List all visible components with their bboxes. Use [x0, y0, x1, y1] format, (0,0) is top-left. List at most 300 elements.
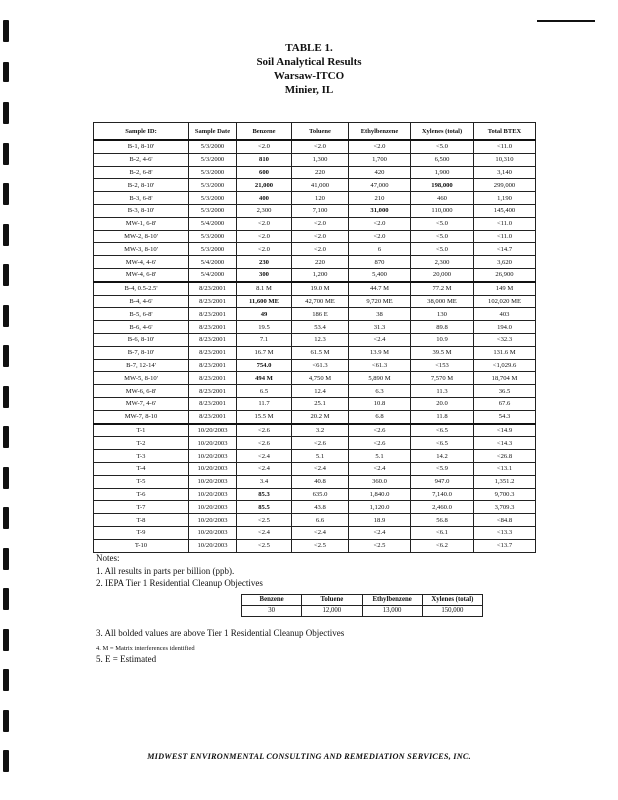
table-cell: <2.4 — [237, 526, 292, 539]
binder-mark — [3, 467, 9, 489]
table-cell: 38,000 ME — [411, 295, 474, 308]
table-cell: <2.0 — [292, 243, 349, 256]
table-cell: 31.3 — [349, 321, 411, 334]
table-cell: 220 — [292, 166, 349, 179]
table-cell: 6.8 — [349, 410, 411, 423]
cleanup-objectives-table — [241, 594, 483, 617]
table-cell: <6.1 — [411, 526, 474, 539]
objectives-value-row — [242, 606, 483, 617]
table-cell: <2.6 — [349, 424, 411, 437]
objective-value: 150,000 — [422, 606, 482, 617]
table-cell: 1,700 — [349, 153, 411, 166]
table-cell: 460 — [411, 192, 474, 205]
table-row — [94, 514, 536, 527]
table-cell: <14.3 — [474, 437, 536, 450]
table-row — [94, 526, 536, 539]
table-cell: 5/4/2000 — [189, 217, 237, 230]
table-cell: 5/4/2000 — [189, 256, 237, 269]
table-row — [94, 475, 536, 488]
table-cell: 1,300 — [292, 153, 349, 166]
note-3: 3. All bolded values are above Tier 1 Residential Cleanup Objectives — [96, 628, 345, 638]
table-cell: 10/20/2003 — [189, 424, 237, 437]
table-cell: 18,704 M — [474, 372, 536, 385]
table-cell: 5/3/2000 — [189, 243, 237, 256]
sample-id-cell: T-1 — [94, 424, 189, 437]
table-cell: 8/23/2001 — [189, 372, 237, 385]
table-cell: 8.1 M — [237, 282, 292, 295]
table-cell: <61.3 — [292, 359, 349, 372]
binder-mark — [3, 710, 9, 732]
table-subtitle: Soil Analytical Results — [256, 56, 362, 68]
table-row — [94, 462, 536, 475]
table-row — [94, 346, 536, 359]
table-cell: 20.2 M — [292, 410, 349, 423]
table-row — [94, 424, 536, 437]
table-cell: 754.0 — [237, 359, 292, 372]
table-cell: 1,351.2 — [474, 475, 536, 488]
objective-value: 12,000 — [302, 606, 362, 617]
table-cell: 600 — [237, 166, 292, 179]
table-cell: <2.4 — [292, 462, 349, 475]
table-header-row — [94, 123, 536, 141]
table-row — [94, 140, 536, 153]
table-row — [94, 256, 536, 269]
table-cell: <2.5 — [237, 539, 292, 552]
table-cell: 10/20/2003 — [189, 501, 237, 514]
table-cell: 1,190 — [474, 192, 536, 205]
table-cell: 39.5 M — [411, 346, 474, 359]
table-row — [94, 410, 536, 423]
binder-mark — [3, 426, 9, 448]
sample-id-cell: T-8 — [94, 514, 189, 527]
binder-mark — [3, 588, 9, 610]
table-cell: 635.0 — [292, 488, 349, 501]
binder-mark — [3, 264, 9, 286]
objective-header: Benzene — [242, 595, 302, 606]
table-row — [94, 397, 536, 410]
table-cell: <5.0 — [411, 230, 474, 243]
table-cell: <2.6 — [237, 437, 292, 450]
binder-mark — [3, 507, 9, 529]
table-row — [94, 385, 536, 398]
table-cell: 56.8 — [411, 514, 474, 527]
table-cell: <2.6 — [292, 437, 349, 450]
binder-mark — [3, 629, 9, 651]
table-cell: <11.0 — [474, 217, 536, 230]
sample-id-cell: B-2, 4-6' — [94, 153, 189, 166]
table-cell: 947.0 — [411, 475, 474, 488]
table-cell: 299,000 — [474, 179, 536, 192]
column-header: Total BTEX — [474, 123, 536, 141]
binder-mark — [3, 669, 9, 691]
table-cell: <13.7 — [474, 539, 536, 552]
sample-id-cell: B-2, 6-8' — [94, 166, 189, 179]
company-footer: MIDWEST ENVIRONMENTAL CONSULTING AND REMEDIATION SERVICES, INC. — [147, 752, 471, 761]
table-cell: 110,000 — [411, 204, 474, 217]
sample-id-cell: B-3, 8-10' — [94, 204, 189, 217]
table-cell: <2.0 — [237, 217, 292, 230]
table-cell: 8/23/2001 — [189, 385, 237, 398]
table-cell: 494 M — [237, 372, 292, 385]
table-cell: 47,000 — [349, 179, 411, 192]
table-cell: 11.7 — [237, 397, 292, 410]
table-row — [94, 268, 536, 281]
binder-mark — [3, 548, 9, 570]
sample-id-cell: MW-2, 8-10' — [94, 230, 189, 243]
soil-results-table — [93, 122, 536, 553]
table-cell: 230 — [237, 256, 292, 269]
table-cell: <153 — [411, 359, 474, 372]
table-cell: <32.3 — [474, 333, 536, 346]
table-cell: <2.0 — [349, 140, 411, 153]
sample-id-cell: B-1, 8-10' — [94, 140, 189, 153]
sample-id-cell: T-6 — [94, 488, 189, 501]
table-cell: 6.6 — [292, 514, 349, 527]
table-cell: 10/20/2003 — [189, 514, 237, 527]
sample-id-cell: MW-7, 4-6' — [94, 397, 189, 410]
table-row — [94, 179, 536, 192]
table-cell: <5.0 — [411, 140, 474, 153]
binder-mark — [3, 345, 9, 367]
table-cell: 10/20/2003 — [189, 437, 237, 450]
table-cell: 10/20/2003 — [189, 539, 237, 552]
table-cell: 149 M — [474, 282, 536, 295]
table-cell: 5,400 — [349, 268, 411, 281]
table-cell: 11.3 — [411, 385, 474, 398]
table-cell: 19.0 M — [292, 282, 349, 295]
table-cell: <2.5 — [292, 539, 349, 552]
table-cell: 5/3/2000 — [189, 230, 237, 243]
sample-id-cell: B-6, 8-10' — [94, 333, 189, 346]
table-cell: <13.1 — [474, 462, 536, 475]
table-cell: <2.5 — [237, 514, 292, 527]
table-cell: 300 — [237, 268, 292, 281]
column-header: Sample Date — [189, 123, 237, 141]
table-cell: 8/23/2001 — [189, 397, 237, 410]
table-cell: 12.4 — [292, 385, 349, 398]
table-cell: 43.8 — [292, 501, 349, 514]
sample-id-cell: T-5 — [94, 475, 189, 488]
table-row — [94, 295, 536, 308]
table-cell: 38 — [349, 308, 411, 321]
table-row — [94, 217, 536, 230]
table-cell: <14.7 — [474, 243, 536, 256]
table-cell: <2.0 — [349, 230, 411, 243]
table-cell: 7,100 — [292, 204, 349, 217]
table-cell: 5/3/2000 — [189, 140, 237, 153]
table-cell: 53.4 — [292, 321, 349, 334]
sample-id-cell: B-7, 8-10' — [94, 346, 189, 359]
table-cell: <5.0 — [411, 217, 474, 230]
table-cell: 10/20/2003 — [189, 488, 237, 501]
sample-id-cell: MW-6, 6-8' — [94, 385, 189, 398]
note-1: 1. All results in parts per billion (ppb). — [96, 566, 235, 576]
table-cell: 42,700 ME — [292, 295, 349, 308]
table-row — [94, 501, 536, 514]
table-cell: 870 — [349, 256, 411, 269]
sample-id-cell: MW-1, 6-8' — [94, 217, 189, 230]
table-cell: 7,570 M — [411, 372, 474, 385]
table-row — [94, 166, 536, 179]
table-cell: 102,020 ME — [474, 295, 536, 308]
sample-id-cell: T-10 — [94, 539, 189, 552]
table-row — [94, 153, 536, 166]
column-header: Ethylbenzene — [349, 123, 411, 141]
table-cell: <2.6 — [237, 424, 292, 437]
table-row — [94, 488, 536, 501]
table-cell: 6.5 — [237, 385, 292, 398]
table-cell: 220 — [292, 256, 349, 269]
site-name: Warsaw-ITCO — [273, 70, 345, 82]
site-location: Minier, IL — [284, 84, 334, 96]
table-cell: <2.0 — [292, 230, 349, 243]
table-cell: 5/3/2000 — [189, 166, 237, 179]
table-cell: 20,000 — [411, 268, 474, 281]
table-cell: 403 — [474, 308, 536, 321]
table-cell: 5/3/2000 — [189, 192, 237, 205]
table-cell: 10.9 — [411, 333, 474, 346]
table-cell: 49 — [237, 308, 292, 321]
table-cell: <61.3 — [349, 359, 411, 372]
table-cell: 41,000 — [292, 179, 349, 192]
table-cell: 85.3 — [237, 488, 292, 501]
table-cell: 8/23/2001 — [189, 333, 237, 346]
table-row — [94, 282, 536, 295]
objective-header: Ethylbenzene — [362, 595, 422, 606]
sample-id-cell: MW-7, 8-10 — [94, 410, 189, 423]
notes-heading: Notes: — [96, 553, 120, 563]
objective-value: 13,000 — [362, 606, 422, 617]
table-cell: 61.5 M — [292, 346, 349, 359]
scan-line — [537, 20, 595, 22]
table-cell: 10/20/2003 — [189, 526, 237, 539]
objectives-header-row — [242, 595, 483, 606]
table-cell: <6.5 — [411, 424, 474, 437]
table-cell: 7.1 — [237, 333, 292, 346]
table-cell: 31,000 — [349, 204, 411, 217]
table-cell: 8/23/2001 — [189, 295, 237, 308]
table-cell: 9,700.3 — [474, 488, 536, 501]
sample-id-cell: B-6, 4-6' — [94, 321, 189, 334]
table-cell: 5.1 — [292, 450, 349, 463]
table-cell: <2.4 — [349, 333, 411, 346]
table-cell: <2.6 — [349, 437, 411, 450]
binder-mark — [3, 102, 9, 124]
table-cell: 89.8 — [411, 321, 474, 334]
sample-id-cell: B-2, 8-10' — [94, 179, 189, 192]
column-header: Benzene — [237, 123, 292, 141]
table-row — [94, 243, 536, 256]
table-cell: <2.5 — [349, 539, 411, 552]
sample-id-cell: MW-4, 6-8' — [94, 268, 189, 281]
sample-id-cell: B-4, 4-6' — [94, 295, 189, 308]
table-cell: <5.9 — [411, 462, 474, 475]
sample-id-cell: MW-4, 4-6' — [94, 256, 189, 269]
note-5: 5. E = Estimated — [96, 654, 157, 664]
table-cell: 10/20/2003 — [189, 462, 237, 475]
table-cell: 400 — [237, 192, 292, 205]
table-cell: 54.3 — [474, 410, 536, 423]
table-cell: <6.2 — [411, 539, 474, 552]
table-cell: 198,000 — [411, 179, 474, 192]
table-cell: <11.0 — [474, 140, 536, 153]
table-cell: 77.2 M — [411, 282, 474, 295]
table-cell: 6 — [349, 243, 411, 256]
table-cell: 36.5 — [474, 385, 536, 398]
table-cell: 130 — [411, 308, 474, 321]
table-cell: 18.9 — [349, 514, 411, 527]
objective-value: 30 — [242, 606, 302, 617]
table-row — [94, 333, 536, 346]
table-cell: 20.0 — [411, 397, 474, 410]
table-cell: 1,200 — [292, 268, 349, 281]
table-cell: 19.5 — [237, 321, 292, 334]
table-cell: 131.6 M — [474, 346, 536, 359]
binder-mark — [3, 20, 9, 42]
table-cell: <26.8 — [474, 450, 536, 463]
table-row — [94, 321, 536, 334]
table-cell: 26,900 — [474, 268, 536, 281]
binder-mark — [3, 224, 9, 246]
table-cell: 2,300 — [411, 256, 474, 269]
table-cell: 40.8 — [292, 475, 349, 488]
column-header: Toluene — [292, 123, 349, 141]
table-cell: 8/23/2001 — [189, 359, 237, 372]
note-4: 4. M = Matrix interferences identified — [96, 645, 195, 652]
column-header: Xylenes (total) — [411, 123, 474, 141]
table-cell: <2.0 — [292, 140, 349, 153]
table-cell: 8/23/2001 — [189, 321, 237, 334]
table-cell: 1,900 — [411, 166, 474, 179]
sample-id-cell: T-4 — [94, 462, 189, 475]
table-cell: 3,140 — [474, 166, 536, 179]
table-cell: 1,120.0 — [349, 501, 411, 514]
table-cell: <2.4 — [237, 450, 292, 463]
table-cell: <13.3 — [474, 526, 536, 539]
table-row — [94, 437, 536, 450]
table-cell: 120 — [292, 192, 349, 205]
table-cell: <2.4 — [349, 526, 411, 539]
table-cell: 11,600 ME — [237, 295, 292, 308]
table-row — [94, 204, 536, 217]
table-cell: 2,300 — [237, 204, 292, 217]
table-cell: 3,709.3 — [474, 501, 536, 514]
table-cell: 44.7 M — [349, 282, 411, 295]
table-cell: 15.5 M — [237, 410, 292, 423]
table-row — [94, 192, 536, 205]
binder-mark — [3, 183, 9, 205]
table-cell: 5/3/2000 — [189, 153, 237, 166]
table-cell: 85.5 — [237, 501, 292, 514]
table-cell: 194.0 — [474, 321, 536, 334]
table-cell: 11.8 — [411, 410, 474, 423]
table-cell: 810 — [237, 153, 292, 166]
table-cell: <2.0 — [237, 230, 292, 243]
sample-id-cell: B-3, 6-8' — [94, 192, 189, 205]
table-cell: 8/23/2001 — [189, 308, 237, 321]
table-cell: 5/4/2000 — [189, 268, 237, 281]
table-row — [94, 230, 536, 243]
note-2: 2. IEPA Tier 1 Residential Cleanup Objectives — [96, 578, 263, 588]
table-cell: 4,750 M — [292, 372, 349, 385]
table-row — [94, 372, 536, 385]
table-cell: 10.8 — [349, 397, 411, 410]
sample-id-cell: MW-3, 8-10' — [94, 243, 189, 256]
table-cell: 5/3/2000 — [189, 179, 237, 192]
table-cell: 210 — [349, 192, 411, 205]
table-row — [94, 308, 536, 321]
table-cell: 5.1 — [349, 450, 411, 463]
table-cell: 5/3/2000 — [189, 204, 237, 217]
table-cell: 21,000 — [237, 179, 292, 192]
sample-id-cell: B-5, 6-8' — [94, 308, 189, 321]
table-cell: 14.2 — [411, 450, 474, 463]
table-cell: <2.0 — [292, 217, 349, 230]
table-number: TABLE 1. — [285, 42, 333, 54]
table-cell: <2.4 — [237, 462, 292, 475]
column-header: Sample ID: — [94, 123, 189, 141]
table-cell: 145,400 — [474, 204, 536, 217]
table-cell: 2,460.0 — [411, 501, 474, 514]
table-cell: <2.0 — [237, 140, 292, 153]
table-cell: 3,620 — [474, 256, 536, 269]
table-cell: 10,310 — [474, 153, 536, 166]
sample-id-cell: MW-5, 8-10' — [94, 372, 189, 385]
binder-mark — [3, 305, 9, 327]
table-cell: 186 E — [292, 308, 349, 321]
table-row — [94, 539, 536, 552]
sample-id-cell: B-7, 12-14' — [94, 359, 189, 372]
table-cell: 8/23/2001 — [189, 282, 237, 295]
table-cell: 10/20/2003 — [189, 450, 237, 463]
table-cell: <84.8 — [474, 514, 536, 527]
table-cell: 6,500 — [411, 153, 474, 166]
table-cell: <2.4 — [292, 526, 349, 539]
table-cell: 420 — [349, 166, 411, 179]
table-cell: 3.4 — [237, 475, 292, 488]
table-cell: 10/20/2003 — [189, 475, 237, 488]
table-cell: <6.5 — [411, 437, 474, 450]
binder-mark — [3, 143, 9, 165]
objective-header: Xylenes (total) — [422, 595, 482, 606]
table-cell: 12.3 — [292, 333, 349, 346]
sample-id-cell: T-2 — [94, 437, 189, 450]
table-cell: 25.1 — [292, 397, 349, 410]
table-cell: <2.0 — [349, 217, 411, 230]
table-cell: 7,140.0 — [411, 488, 474, 501]
table-cell: 3.2 — [292, 424, 349, 437]
sample-id-cell: T-3 — [94, 450, 189, 463]
table-cell: 6.3 — [349, 385, 411, 398]
table-cell: <11.0 — [474, 230, 536, 243]
table-cell: 16.7 M — [237, 346, 292, 359]
sample-id-cell: T-9 — [94, 526, 189, 539]
table-cell: <1,029.6 — [474, 359, 536, 372]
table-cell: <2.0 — [237, 243, 292, 256]
sample-id-cell: T-7 — [94, 501, 189, 514]
table-cell: <2.4 — [349, 462, 411, 475]
table-cell: 360.0 — [349, 475, 411, 488]
table-row — [94, 359, 536, 372]
sample-id-cell: B-4, 0.5-2.5' — [94, 282, 189, 295]
table-cell: 1,840.0 — [349, 488, 411, 501]
table-cell: 67.6 — [474, 397, 536, 410]
table-cell: 5,890 M — [349, 372, 411, 385]
table-cell: <14.9 — [474, 424, 536, 437]
binder-mark — [3, 386, 9, 408]
table-cell: 8/23/2001 — [189, 410, 237, 423]
table-cell: 8/23/2001 — [189, 346, 237, 359]
